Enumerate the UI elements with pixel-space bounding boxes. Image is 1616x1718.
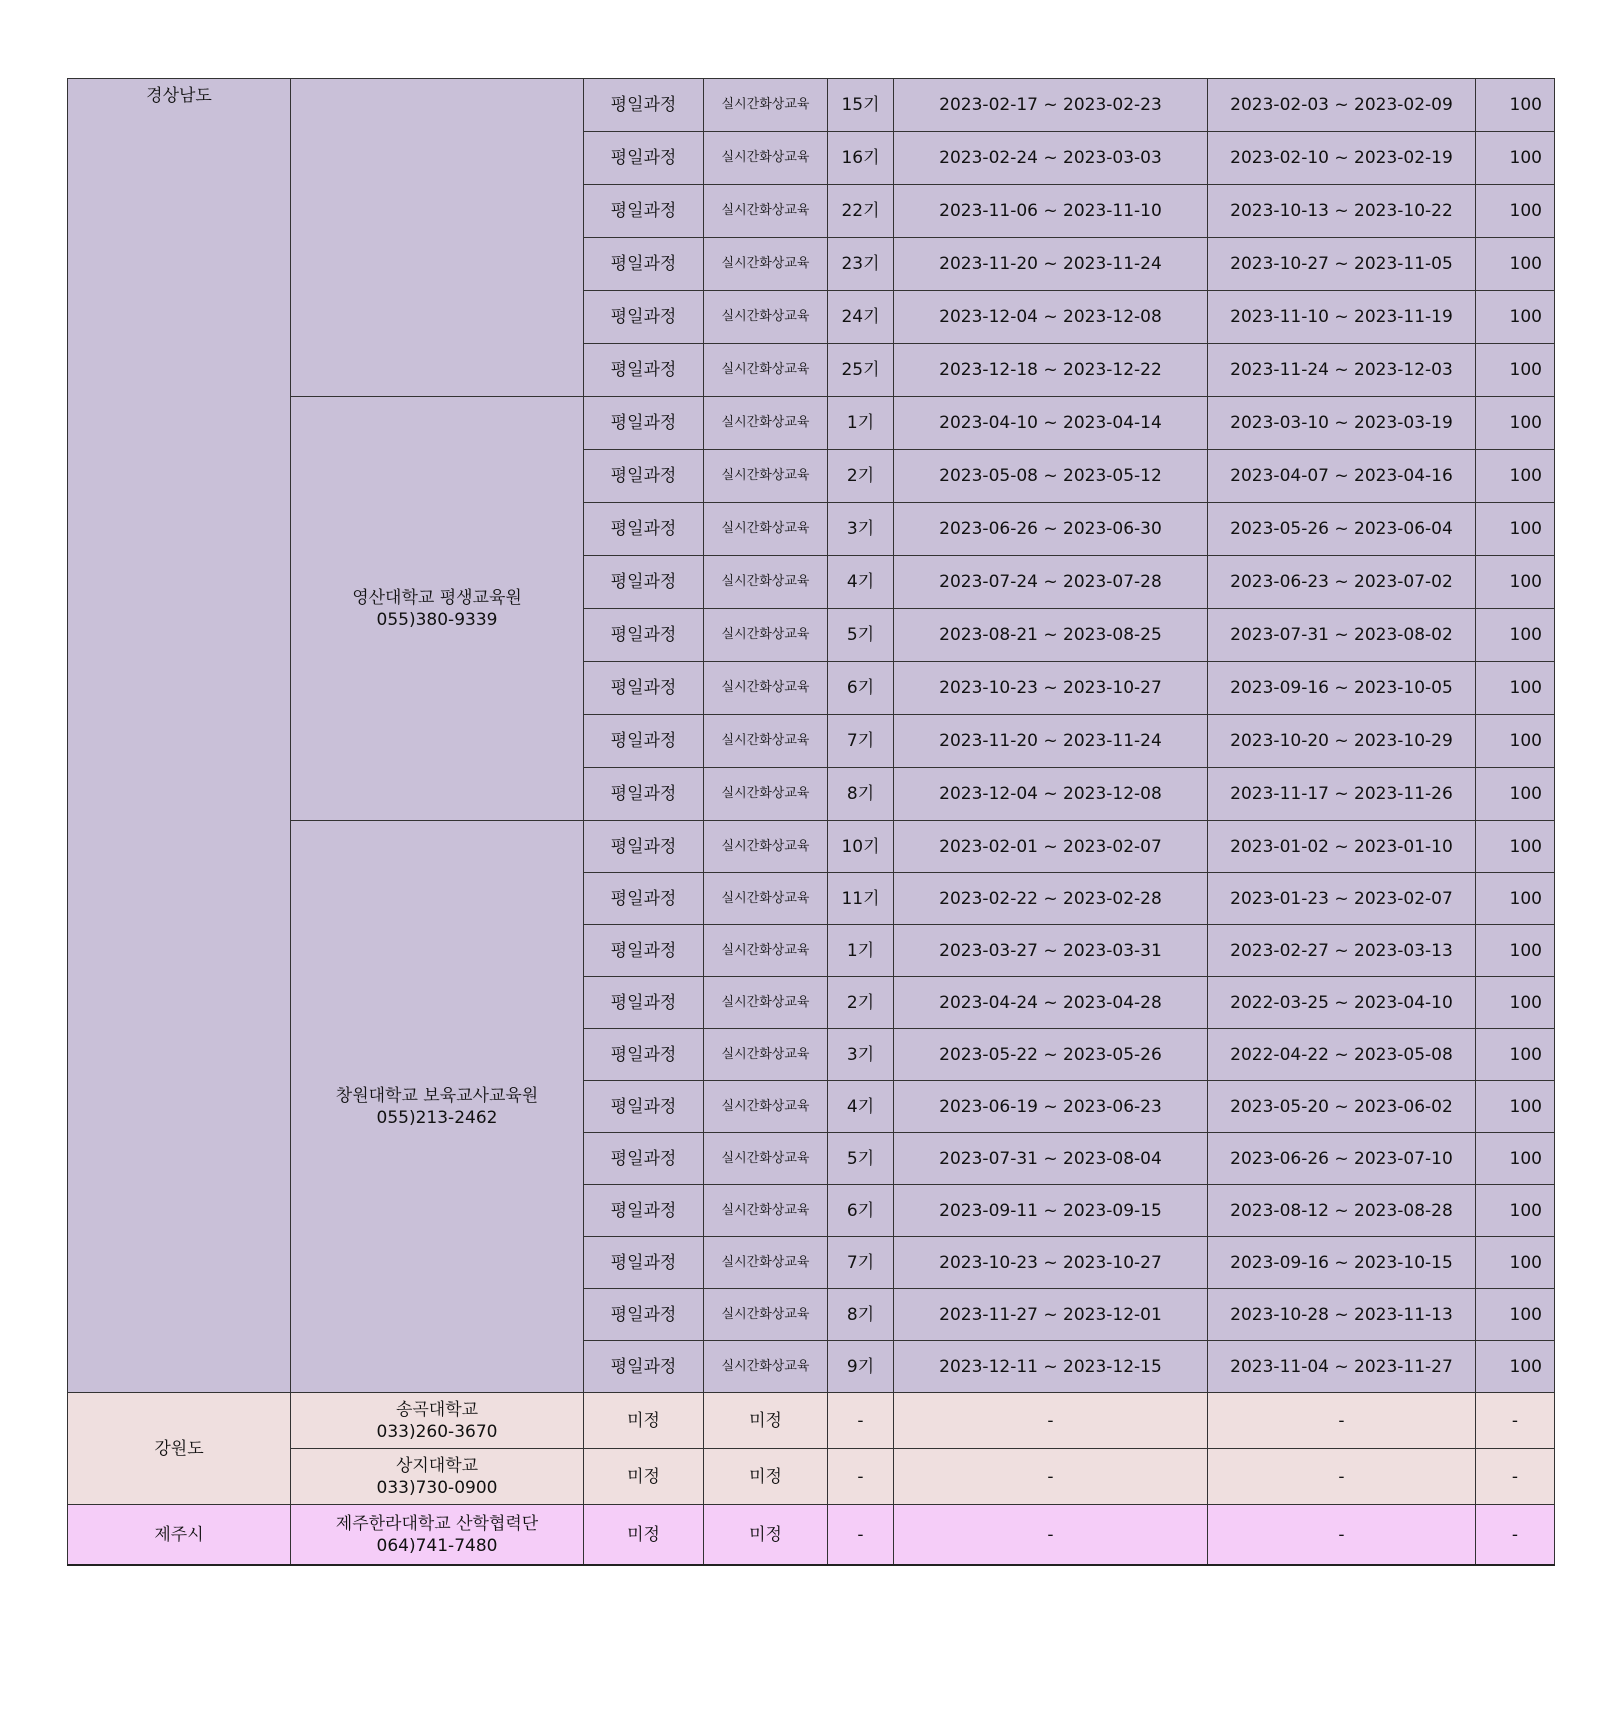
term-cell: 4기: [828, 556, 894, 609]
term-cell: 4기: [828, 1081, 894, 1133]
term-cell: 6기: [828, 1185, 894, 1237]
training-period-cell: -: [894, 1393, 1208, 1449]
application-period-cell: 2023-10-27 ~ 2023-11-05: [1208, 238, 1476, 291]
course-cell: 평일과정: [584, 662, 704, 715]
application-period-cell: 2023-02-27 ~ 2023-03-13: [1208, 925, 1476, 977]
course-cell: 평일과정: [584, 1081, 704, 1133]
capacity-cell: 100: [1476, 662, 1555, 715]
institution-cell: [291, 821, 584, 1393]
method-cell: 실시간화상교육: [704, 821, 828, 873]
term-cell: 3기: [828, 1029, 894, 1081]
course-cell: 평일과정: [584, 450, 704, 503]
course-cell: 평일과정: [584, 556, 704, 609]
method-cell: 미정: [704, 1505, 828, 1566]
course-cell: 평일과정: [584, 344, 704, 397]
capacity-cell: -: [1476, 1393, 1555, 1449]
term-cell: 25기: [828, 344, 894, 397]
application-period-cell: 2023-09-16 ~ 2023-10-15: [1208, 1237, 1476, 1289]
term-cell: 8기: [828, 768, 894, 821]
course-cell: 평일과정: [584, 925, 704, 977]
capacity-cell: 100: [1476, 79, 1555, 132]
method-cell: 실시간화상교육: [704, 238, 828, 291]
application-period-cell: 2023-06-23 ~ 2023-07-02: [1208, 556, 1476, 609]
region-cell: 강원도: [68, 1393, 291, 1505]
application-period-cell: 2023-10-28 ~ 2023-11-13: [1208, 1289, 1476, 1341]
application-period-cell: 2023-06-26 ~ 2023-07-10: [1208, 1133, 1476, 1185]
application-period-cell: 2023-02-10 ~ 2023-02-19: [1208, 132, 1476, 185]
term-cell: 2기: [828, 450, 894, 503]
application-period-cell: 2023-02-03 ~ 2023-02-09: [1208, 79, 1476, 132]
capacity-cell: 100: [1476, 132, 1555, 185]
course-cell: 평일과정: [584, 291, 704, 344]
training-period-cell: 2023-12-04 ~ 2023-12-08: [894, 291, 1208, 344]
training-period-cell: -: [894, 1505, 1208, 1566]
application-period-cell: 2023-11-17 ~ 2023-11-26: [1208, 768, 1476, 821]
capacity-cell: 100: [1476, 450, 1555, 503]
application-period-cell: 2023-05-20 ~ 2023-06-02: [1208, 1081, 1476, 1133]
capacity-cell: 100: [1476, 925, 1555, 977]
capacity-cell: 100: [1476, 344, 1555, 397]
training-period-cell: 2023-02-24 ~ 2023-03-03: [894, 132, 1208, 185]
institution-phone: 033)260-3670: [376, 1421, 498, 1442]
capacity-cell: 100: [1476, 1185, 1555, 1237]
application-period-cell: 2023-10-20 ~ 2023-10-29: [1208, 715, 1476, 768]
course-cell: 평일과정: [584, 1237, 704, 1289]
method-cell: 미정: [704, 1393, 828, 1449]
method-cell: 실시간화상교육: [704, 925, 828, 977]
term-cell: -: [828, 1393, 894, 1449]
training-period-cell: 2023-10-23 ~ 2023-10-27: [894, 1237, 1208, 1289]
course-cell: 평일과정: [584, 238, 704, 291]
institution-name: 창원대학교 보육교사교육원: [335, 1085, 539, 1106]
capacity-cell: -: [1476, 1505, 1555, 1566]
method-cell: 실시간화상교육: [704, 873, 828, 925]
term-cell: 24기: [828, 291, 894, 344]
method-cell: 미정: [704, 1449, 828, 1505]
method-cell: 실시간화상교육: [704, 1185, 828, 1237]
course-cell: 평일과정: [584, 1341, 704, 1393]
table-row: [68, 79, 1555, 132]
institution-name: 송곡대학교: [395, 1399, 479, 1420]
capacity-cell: 100: [1476, 821, 1555, 873]
application-period-cell: 2023-01-02 ~ 2023-01-10: [1208, 821, 1476, 873]
capacity-cell: 100: [1476, 768, 1555, 821]
training-period-cell: 2023-06-26 ~ 2023-06-30: [894, 503, 1208, 556]
application-period-cell: 2023-10-13 ~ 2023-10-22: [1208, 185, 1476, 238]
application-period-cell: 2023-11-04 ~ 2023-11-27: [1208, 1341, 1476, 1393]
course-cell: 미정: [584, 1505, 704, 1566]
capacity-cell: 100: [1476, 185, 1555, 238]
application-period-cell: 2023-11-10 ~ 2023-11-19: [1208, 291, 1476, 344]
application-period-cell: 2023-08-12 ~ 2023-08-28: [1208, 1185, 1476, 1237]
term-cell: 2기: [828, 977, 894, 1029]
institution-cell: [291, 1393, 584, 1449]
course-cell: 평일과정: [584, 1133, 704, 1185]
institution-cell: [291, 1505, 584, 1566]
institution-name: 상지대학교: [395, 1455, 479, 1476]
term-cell: 1기: [828, 397, 894, 450]
term-cell: 1기: [828, 925, 894, 977]
course-cell: 평일과정: [584, 503, 704, 556]
capacity-cell: 100: [1476, 238, 1555, 291]
term-cell: 6기: [828, 662, 894, 715]
term-cell: 3기: [828, 503, 894, 556]
course-cell: 평일과정: [584, 609, 704, 662]
institution-cell: [291, 397, 584, 821]
institution-name: 영산대학교 평생교육원: [352, 587, 522, 608]
application-period-cell: 2022-03-25 ~ 2023-04-10: [1208, 977, 1476, 1029]
course-cell: 평일과정: [584, 977, 704, 1029]
method-cell: 실시간화상교육: [704, 1029, 828, 1081]
training-period-cell: 2023-12-18 ~ 2023-12-22: [894, 344, 1208, 397]
capacity-cell: 100: [1476, 1341, 1555, 1393]
course-cell: 미정: [584, 1449, 704, 1505]
term-cell: -: [828, 1505, 894, 1566]
application-period-cell: 2023-11-24 ~ 2023-12-03: [1208, 344, 1476, 397]
capacity-cell: 100: [1476, 1029, 1555, 1081]
capacity-cell: 100: [1476, 503, 1555, 556]
capacity-cell: 100: [1476, 1237, 1555, 1289]
course-cell: 평일과정: [584, 1289, 704, 1341]
method-cell: 실시간화상교육: [704, 715, 828, 768]
application-period-cell: -: [1208, 1449, 1476, 1505]
course-cell: 평일과정: [584, 79, 704, 132]
term-cell: -: [828, 1449, 894, 1505]
capacity-cell: 100: [1476, 977, 1555, 1029]
method-cell: 실시간화상교육: [704, 503, 828, 556]
method-cell: 실시간화상교육: [704, 556, 828, 609]
method-cell: 실시간화상교육: [704, 1289, 828, 1341]
institution-phone: 033)730-0900: [376, 1477, 498, 1498]
course-cell: 평일과정: [584, 768, 704, 821]
method-cell: 실시간화상교육: [704, 450, 828, 503]
application-period-cell: -: [1208, 1393, 1476, 1449]
capacity-cell: 100: [1476, 873, 1555, 925]
region-cell: 경상남도: [68, 79, 291, 1393]
application-period-cell: 2022-04-22 ~ 2023-05-08: [1208, 1029, 1476, 1081]
table-row: [68, 397, 1555, 450]
training-period-cell: 2023-11-20 ~ 2023-11-24: [894, 238, 1208, 291]
method-cell: 실시간화상교육: [704, 185, 828, 238]
capacity-cell: 100: [1476, 556, 1555, 609]
region-cell: 제주시: [68, 1505, 291, 1566]
method-cell: 실시간화상교육: [704, 1133, 828, 1185]
method-cell: 실시간화상교육: [704, 1081, 828, 1133]
method-cell: 실시간화상교육: [704, 1237, 828, 1289]
schedule-table: [67, 78, 1555, 1566]
course-cell: 평일과정: [584, 132, 704, 185]
training-period-cell: 2023-05-22 ~ 2023-05-26: [894, 1029, 1208, 1081]
method-cell: 실시간화상교육: [704, 291, 828, 344]
course-cell: 평일과정: [584, 1029, 704, 1081]
method-cell: 실시간화상교육: [704, 1341, 828, 1393]
course-cell: 미정: [584, 1393, 704, 1449]
method-cell: 실시간화상교육: [704, 977, 828, 1029]
term-cell: 5기: [828, 1133, 894, 1185]
capacity-cell: 100: [1476, 1289, 1555, 1341]
table-row: [68, 1393, 1555, 1449]
term-cell: 7기: [828, 715, 894, 768]
training-period-cell: 2023-02-17 ~ 2023-02-23: [894, 79, 1208, 132]
training-period-cell: 2023-03-27 ~ 2023-03-31: [894, 925, 1208, 977]
method-cell: 실시간화상교육: [704, 132, 828, 185]
term-cell: 7기: [828, 1237, 894, 1289]
application-period-cell: 2023-05-26 ~ 2023-06-04: [1208, 503, 1476, 556]
training-period-cell: 2023-04-10 ~ 2023-04-14: [894, 397, 1208, 450]
capacity-cell: 100: [1476, 609, 1555, 662]
application-period-cell: 2023-03-10 ~ 2023-03-19: [1208, 397, 1476, 450]
application-period-cell: 2023-04-07 ~ 2023-04-16: [1208, 450, 1476, 503]
method-cell: 실시간화상교육: [704, 79, 828, 132]
capacity-cell: -: [1476, 1449, 1555, 1505]
institution-phone: 055)213-2462: [376, 1107, 498, 1128]
term-cell: 10기: [828, 821, 894, 873]
method-cell: 실시간화상교육: [704, 397, 828, 450]
training-period-cell: 2023-05-08 ~ 2023-05-12: [894, 450, 1208, 503]
term-cell: 9기: [828, 1341, 894, 1393]
training-period-cell: 2023-11-06 ~ 2023-11-10: [894, 185, 1208, 238]
term-cell: 22기: [828, 185, 894, 238]
method-cell: 실시간화상교육: [704, 662, 828, 715]
training-period-cell: 2023-07-24 ~ 2023-07-28: [894, 556, 1208, 609]
institution-phone: 064)741-7480: [376, 1535, 498, 1556]
table-row: [68, 821, 1555, 873]
training-period-cell: 2023-12-11 ~ 2023-12-15: [894, 1341, 1208, 1393]
application-period-cell: 2023-07-31 ~ 2023-08-02: [1208, 609, 1476, 662]
course-cell: 평일과정: [584, 397, 704, 450]
institution-cell: [291, 1449, 584, 1505]
method-cell: 실시간화상교육: [704, 609, 828, 662]
training-period-cell: 2023-06-19 ~ 2023-06-23: [894, 1081, 1208, 1133]
training-period-cell: -: [894, 1449, 1208, 1505]
course-cell: 평일과정: [584, 185, 704, 238]
table-row: [68, 1505, 1555, 1566]
training-period-cell: 2023-04-24 ~ 2023-04-28: [894, 977, 1208, 1029]
training-period-cell: 2023-07-31 ~ 2023-08-04: [894, 1133, 1208, 1185]
institution-name: 제주한라대학교 산학협력단: [335, 1513, 539, 1534]
capacity-cell: 100: [1476, 397, 1555, 450]
method-cell: 실시간화상교육: [704, 768, 828, 821]
training-period-cell: 2023-02-22 ~ 2023-02-28: [894, 873, 1208, 925]
institution-phone: 055)380-9339: [376, 609, 498, 630]
course-cell: 평일과정: [584, 715, 704, 768]
training-period-cell: 2023-02-01 ~ 2023-02-07: [894, 821, 1208, 873]
training-period-cell: 2023-08-21 ~ 2023-08-25: [894, 609, 1208, 662]
course-cell: 평일과정: [584, 873, 704, 925]
term-cell: 5기: [828, 609, 894, 662]
application-period-cell: 2023-01-23 ~ 2023-02-07: [1208, 873, 1476, 925]
course-cell: 평일과정: [584, 821, 704, 873]
application-period-cell: 2023-09-16 ~ 2023-10-05: [1208, 662, 1476, 715]
term-cell: 11기: [828, 873, 894, 925]
capacity-cell: 100: [1476, 1081, 1555, 1133]
application-period-cell: -: [1208, 1505, 1476, 1566]
course-cell: 평일과정: [584, 1185, 704, 1237]
method-cell: 실시간화상교육: [704, 344, 828, 397]
capacity-cell: 100: [1476, 1133, 1555, 1185]
training-period-cell: 2023-12-04 ~ 2023-12-08: [894, 768, 1208, 821]
term-cell: 23기: [828, 238, 894, 291]
capacity-cell: 100: [1476, 291, 1555, 344]
table-row: [68, 1449, 1555, 1505]
capacity-cell: 100: [1476, 715, 1555, 768]
training-period-cell: 2023-09-11 ~ 2023-09-15: [894, 1185, 1208, 1237]
institution-cell: [291, 79, 584, 397]
term-cell: 15기: [828, 79, 894, 132]
term-cell: 8기: [828, 1289, 894, 1341]
term-cell: 16기: [828, 132, 894, 185]
training-period-cell: 2023-11-27 ~ 2023-12-01: [894, 1289, 1208, 1341]
training-period-cell: 2023-10-23 ~ 2023-10-27: [894, 662, 1208, 715]
training-period-cell: 2023-11-20 ~ 2023-11-24: [894, 715, 1208, 768]
